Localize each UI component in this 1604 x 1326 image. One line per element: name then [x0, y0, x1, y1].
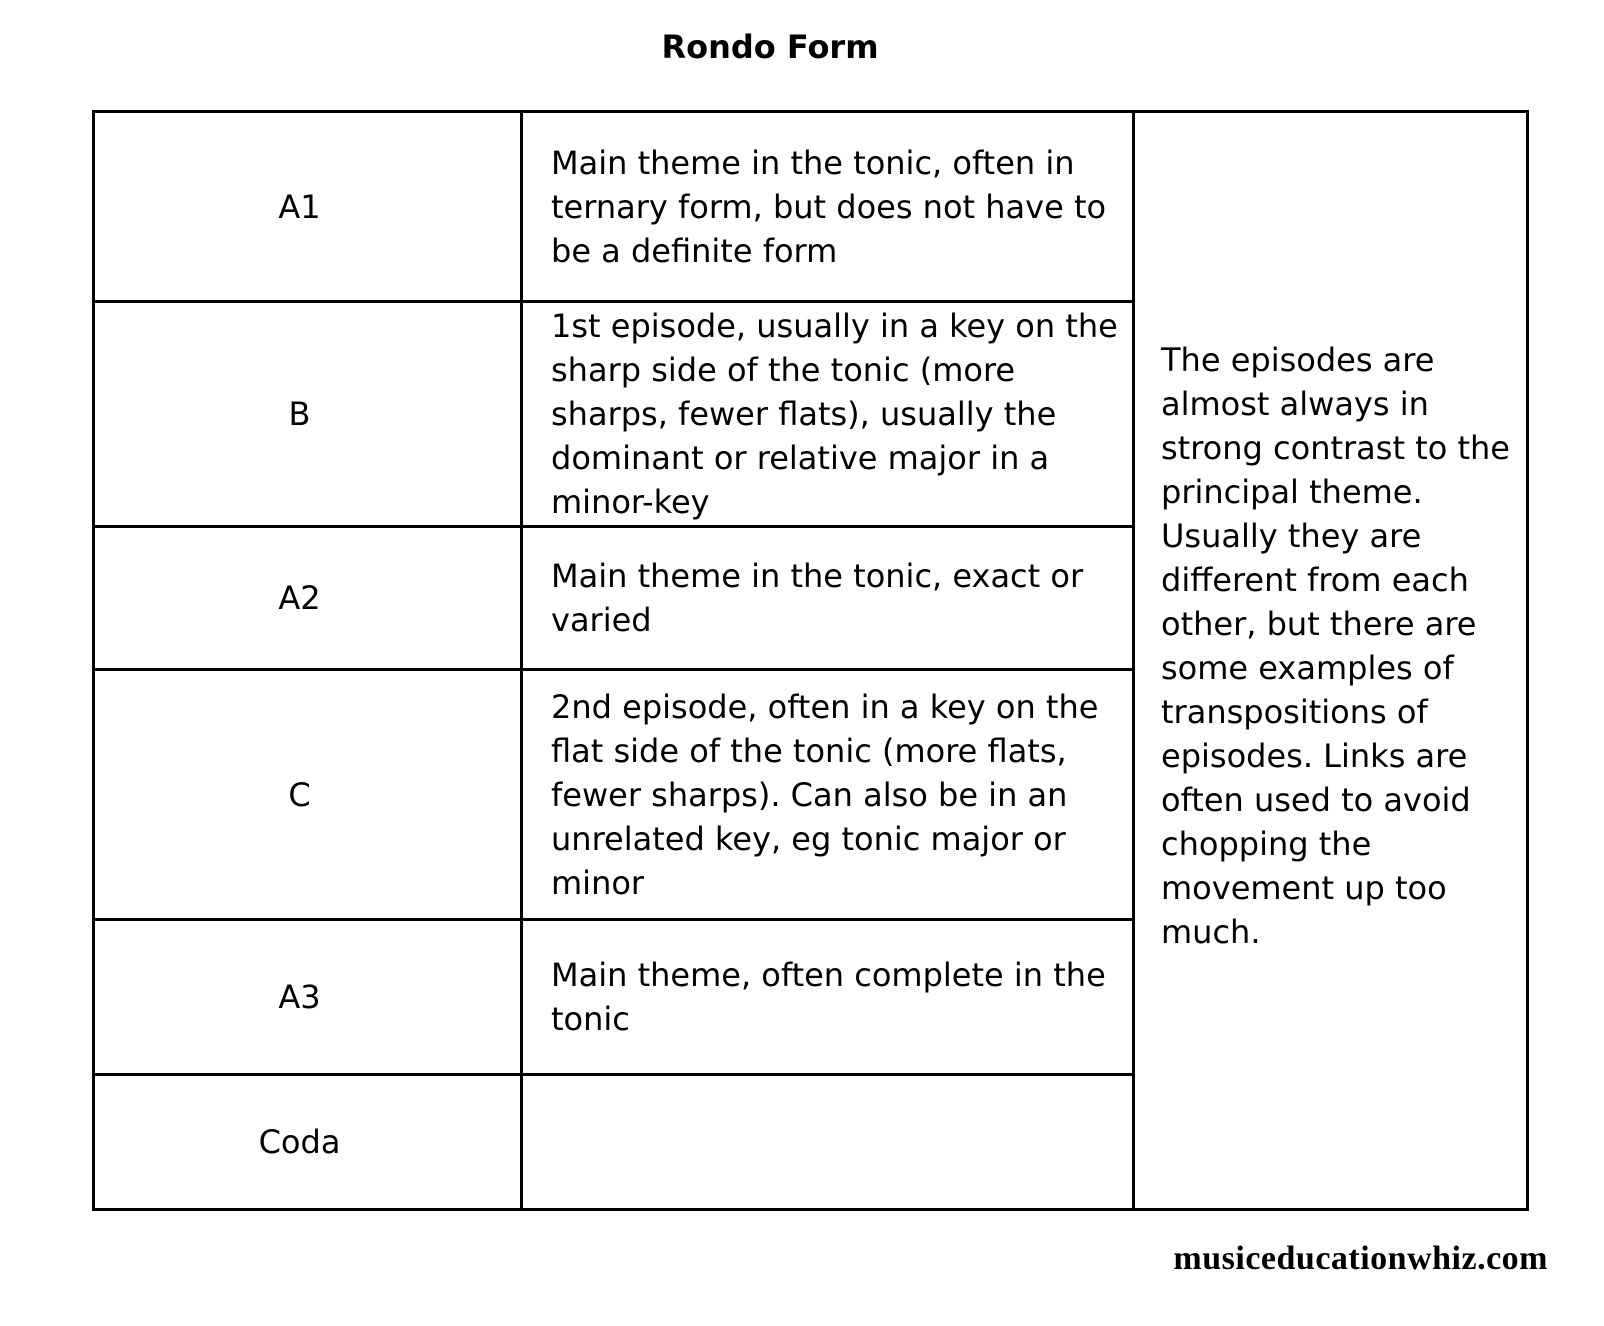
section-description-cell	[522, 527, 1134, 670]
table-row-a1	[94, 112, 1528, 302]
episodes-note: The episodes are almost always in strong contrast to the principal theme. Usually they are different from each other, but there are some examples of transpositions of episodes. Links are often used to avoid chopping the movement up too much.	[1161, 340, 1510, 951]
section-description-cell	[522, 920, 1134, 1075]
section-label: A3	[278, 978, 321, 1016]
section-description-cell	[522, 302, 1134, 527]
episodes-note-cell	[1134, 112, 1528, 1210]
section-description: 2nd episode, often in a key on the flat side of the tonic (more flats, fewer sharps). Can also be in an unrelated key, eg tonic major or minor	[551, 687, 1099, 902]
section-description-cell	[522, 670, 1134, 920]
section-label: Coda	[258, 1123, 341, 1161]
section-label: C	[288, 775, 311, 814]
section-description: 1st episode, usually in a key on the sharp side of the tonic (more sharps, fewer flats), usually the dominant or relative major in a minor-key	[551, 307, 1118, 521]
page-title: Rondo Form	[661, 28, 879, 66]
section-description: Main theme in the tonic, often in ternary form, but does not have to be a definite form	[551, 143, 1107, 270]
section-label: A1	[278, 187, 321, 226]
section-label-cell	[94, 302, 522, 527]
section-label-cell	[94, 920, 522, 1075]
site-watermark: musiceducationwhiz.com	[1173, 1240, 1548, 1277]
section-description: Main theme in the tonic, exact or varied	[551, 557, 1084, 639]
section-label: B	[288, 395, 311, 433]
section-description-cell	[522, 1075, 1134, 1210]
section-label-cell	[94, 1075, 522, 1210]
section-description-cell	[522, 112, 1134, 302]
section-label: A2	[278, 579, 321, 617]
section-label-cell	[94, 670, 522, 920]
rondo-form-table	[92, 110, 1529, 1211]
section-description: Main theme, often complete in the tonic	[551, 956, 1106, 1038]
section-label-cell	[94, 527, 522, 670]
section-label-cell	[94, 112, 522, 302]
